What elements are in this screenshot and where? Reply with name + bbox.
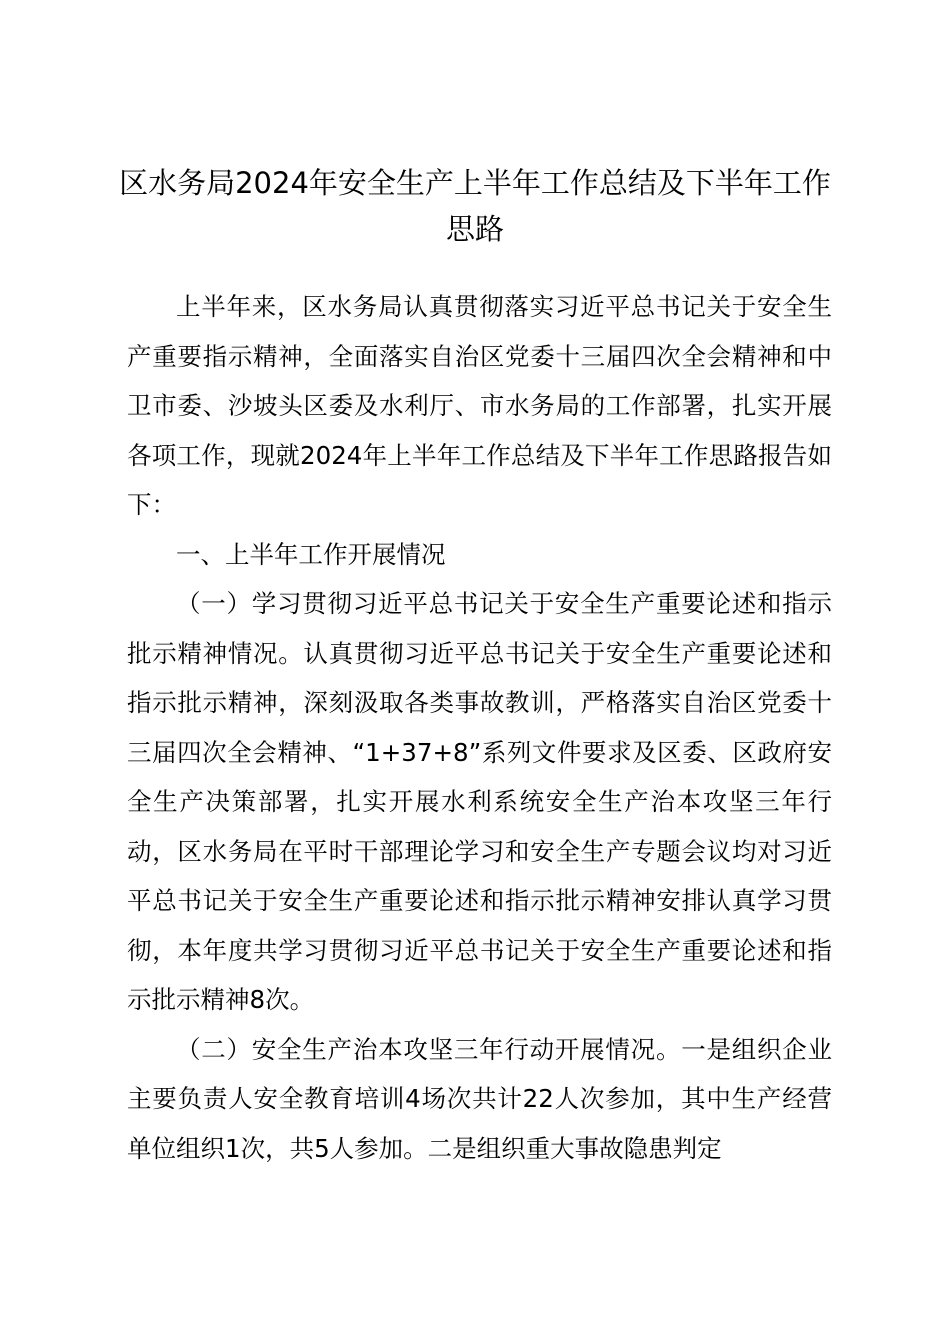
paragraph-intro: 上半年来，区水务局认真贯彻落实习近平总书记关于安全生产重要指示精神，全面落实自治区党委十三届四次全会精神和中卫市委、沙坡头区委及水利厅、市水务局的工作部署，扎实开展各项工作，现就2024年上半年工作总结及下半年工作思路报告如下： bbox=[127, 292, 832, 519]
paragraph-section-1-2: （二）安全生产治本攻坚三年行动开展情况。一是组织企业主要负责人安全教育培训4场次共计22人次参加，其中生产经营单位组织1次，共5人参加。二是组织重大事故隐患判定 bbox=[127, 1034, 832, 1163]
document-title: 区水务局2024年安全生产上半年工作总结及下半年工作思路 bbox=[119, 166, 831, 246]
section-heading-1: 一、上半年工作开展情况 bbox=[176, 539, 446, 569]
document-body bbox=[127, 282, 832, 1173]
paragraph-section-1-1: （一）学习贯彻习近平总书记关于安全生产重要论述和指示批示精神情况。认真贯彻习近平总书记关于安全生产重要论述和指示批示精神，深刻汲取各类事故教训，严格落实自治区党委十三届四次全会精神、“1+37+8”系列文件要求及区委、区政府安全生产决策部署，扎实开展水利系统安全生产治本攻坚三年行动，区水务局在平时干部理论学习和安全生产专题会议均对习近平总书记关于安全生产重要论述和指示批示精神安排认真学习贯彻，本年度共学习贯彻习近平总书记关于安全生产重要论述和指示批示精神8次。 bbox=[127, 589, 832, 1014]
